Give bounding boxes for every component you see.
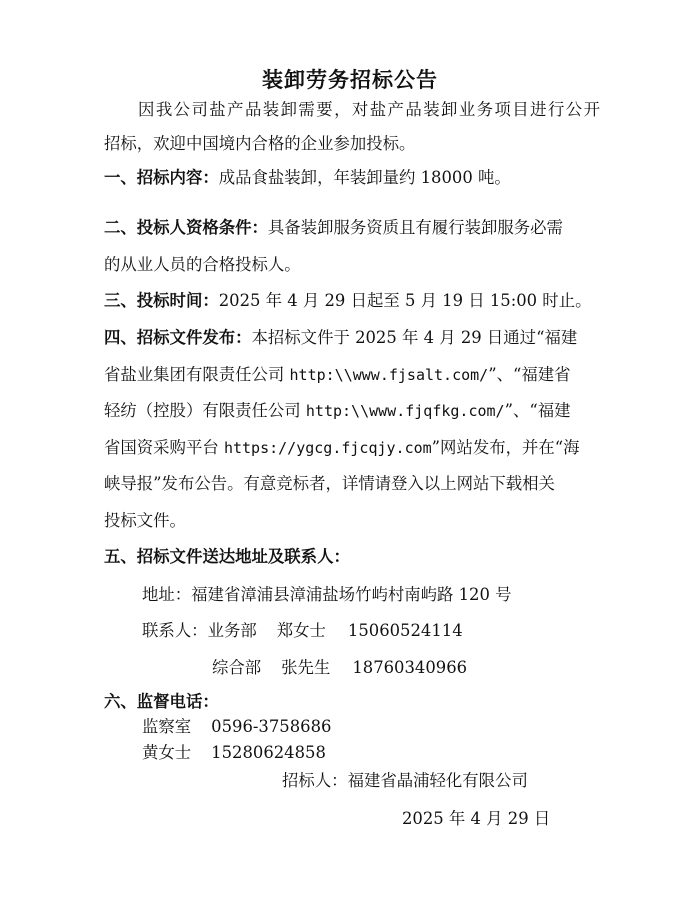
section-1-text: 成品食盐装卸，年装卸量约 18000 吨。 xyxy=(218,168,511,187)
section-4-line-2 xyxy=(104,363,604,387)
section-2-line-1 xyxy=(104,216,604,240)
supervision-phone-2 xyxy=(142,741,642,765)
fjsalt-url-link[interactable]: http:\\www.fjsalt.com/ xyxy=(289,366,489,384)
section-4-text-3a: 轻纺（控股）有限责任公司 xyxy=(104,401,306,420)
issuer-label: 招标人： xyxy=(282,771,348,790)
section-4-heading: 四、招标文件发布： xyxy=(104,328,252,347)
section-5-heading: 五、招标文件送达地址及联系人： xyxy=(104,547,350,566)
signature-date: 2025 年 4 月 29 日 xyxy=(402,809,551,828)
supervision-2-label: 黄女士 xyxy=(142,743,192,762)
contact-2-phone: 18760340966 xyxy=(352,658,468,677)
fjqfkg-url-link[interactable]: http:\\www.fjqfkg.com/ xyxy=(305,402,505,420)
section-2-text-1: 具备装卸服务资质且有履行装卸服务必需 xyxy=(267,218,563,237)
contact-row-1 xyxy=(142,619,642,643)
section-4-text-1: 本招标文件于 2025 年 4 月 29 日通过“福建 xyxy=(251,328,578,347)
section-4-line-5: 峡导报”发布公告。有意竞标者，详情请登入以上网站下载相关 xyxy=(104,474,555,493)
section-4-line-3 xyxy=(104,399,604,423)
contact-2-dept: 综合部 xyxy=(212,658,262,677)
contact-2-name: 张先生 xyxy=(281,658,331,677)
contact-label: 联系人： xyxy=(142,621,208,640)
section-4-line-4 xyxy=(104,436,604,460)
section-4-text-4b: ”网站发布，并在“海 xyxy=(431,438,580,457)
section-1-heading: 一、招标内容： xyxy=(104,168,219,187)
section-4-line-6: 投标文件。 xyxy=(104,511,186,530)
section-4-text-2a: 省盐业集团有限责任公司 xyxy=(104,365,290,384)
section-3-heading: 三、投标时间： xyxy=(104,291,219,310)
issuer-company: 福建省晶浦轻化有限公司 xyxy=(347,771,528,790)
address-value: 福建省漳浦县漳浦盐场竹屿村南屿路 120 号 xyxy=(191,585,512,604)
intro-line-2: 招标，欢迎中国境内合格的企业参加投标。 xyxy=(104,134,416,153)
contact-row-2 xyxy=(212,656,700,680)
section-2-line-2: 的从业人员的合格投标人。 xyxy=(104,255,301,274)
ygcg-url-link[interactable]: https://ygcg.fjcqjy.com xyxy=(223,439,432,457)
section-4-text-2b: ”、“福建省 xyxy=(488,365,571,384)
section-6-heading: 六、监督电话： xyxy=(104,692,219,711)
supervision-1-label: 监察室 xyxy=(142,717,192,736)
section-1 xyxy=(104,166,604,190)
section-3-text: 2025 年 4 月 29 日起至 5 月 19 日 15:00 时止。 xyxy=(218,291,592,310)
address-line xyxy=(142,583,642,607)
section-4-text-3b: ”、“福建 xyxy=(504,401,571,420)
section-4-line-1 xyxy=(104,326,604,350)
supervision-2-phone: 15280624858 xyxy=(211,743,326,762)
contact-1-phone: 15060524114 xyxy=(347,621,463,640)
intro-line-1: 因我公司盐产品装卸需要，对盐产品装卸业务项目进行公开 xyxy=(138,100,600,119)
contact-1-name: 郑女士 xyxy=(276,621,326,640)
address-label: 地址： xyxy=(142,585,192,604)
supervision-1-phone: 0596-3758686 xyxy=(211,717,332,736)
section-4-text-4a: 省国资采购平台 xyxy=(104,438,224,457)
section-3 xyxy=(104,289,604,313)
section-2-heading: 二、投标人资格条件： xyxy=(104,218,268,237)
document-title: 装卸劳务招标公告 xyxy=(262,68,438,92)
contact-1-dept: 业务部 xyxy=(207,621,257,640)
supervision-phone-1 xyxy=(142,715,642,739)
signature-issuer xyxy=(282,769,582,793)
